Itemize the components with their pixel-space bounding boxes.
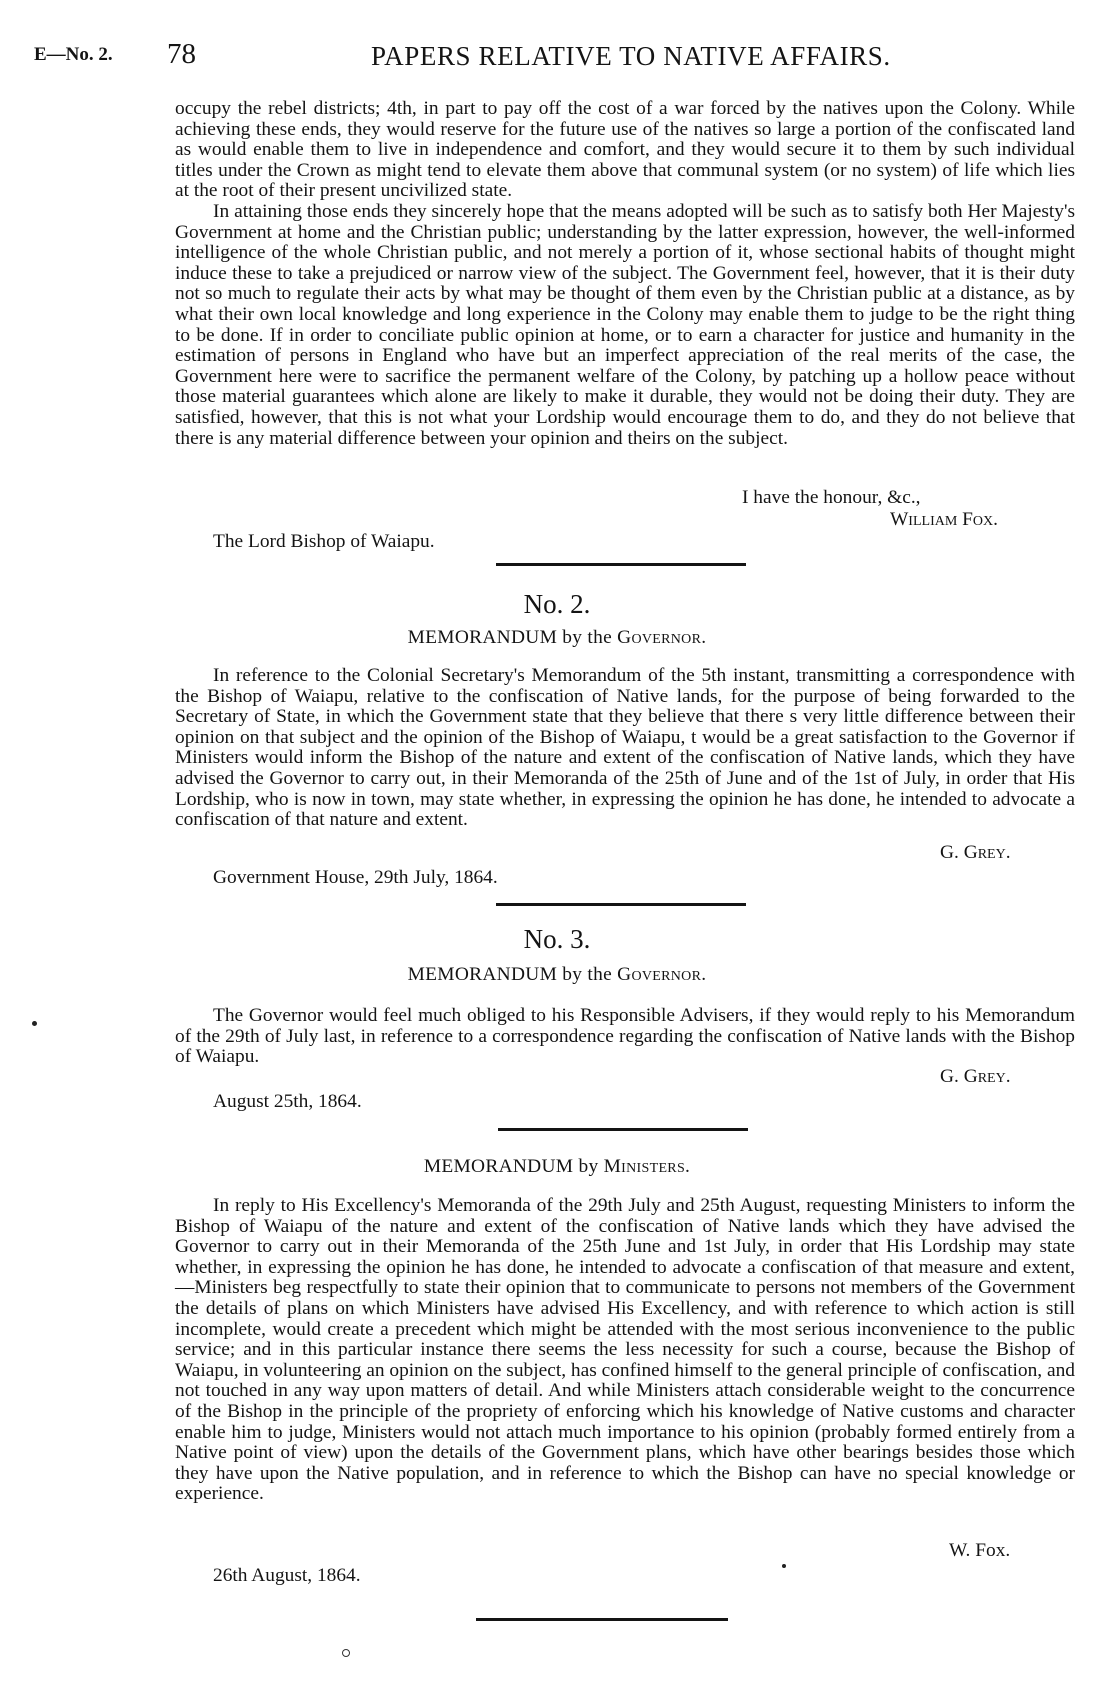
doc4-heading-main: MEMORANDUM by	[423, 1156, 599, 1177]
parliamentary-paper-ref: E—No. 2.	[34, 44, 113, 65]
doc3-heading	[0, 964, 1114, 986]
letter-fox-closing: I have the honour, &c.,	[742, 487, 921, 508]
doc2-heading-author: Governor.	[617, 627, 707, 648]
doc2-heading	[0, 627, 1114, 649]
letter-fox-paragraph-1: occupy the rebel districts; 4th, in part to pay off the cost of a war forced by the natives upon the Colony. While achieving these ends, they would reserve for the future use of the natives so large a portion of the confiscated land as would enable them to live in independence and comfort, and they would secure it to them by such individual titles under the Crown as might tend to elevate them above that communal system (or no system) of life which lies at the root of their present uncivilized state.	[175, 98, 1075, 202]
section-divider	[498, 1128, 748, 1131]
doc2-paragraph: In reference to the Colonial Secretary's Memorandum of the 5th instant, transmitting a correspondence with the Bishop of Waiapu, relative to the confiscation of Native lands, for the purpose of being forwarded to the Secretary of State, in which the Government state that they believe that there s very little difference between their opinion on that subject and the opinion of the Bishop of Waiapu, t would be a great satisfaction to the Governor if Ministers would inform the Bishop of the nature and extent of the confiscation of Native lands, which they have advised the Governor to carry out, in their Memoranda of the 25th of June and of the 1st of July, in order that His Lordship, who is now in town, may state whether, in expressing the opinion he has done, he intended to advocate a confiscation of that nature and extent.	[175, 665, 1075, 831]
section-divider	[496, 903, 746, 906]
print-speck	[782, 1564, 786, 1568]
page-number: 78	[167, 38, 196, 70]
print-speck	[32, 1021, 37, 1026]
doc3-heading-main: MEMORANDUM by the	[407, 964, 612, 985]
doc4-body	[175, 1196, 1075, 1505]
letter-fox-addressee: The Lord Bishop of Waiapu.	[213, 531, 435, 552]
doc4-signature: W. Fox.	[949, 1540, 1011, 1561]
doc2-heading-main: MEMORANDUM by the	[407, 627, 612, 648]
letter-fox-paragraph-2: In attaining those ends they sincerely hope that the means adopted will be such as to satisfy both Her Majesty's Government at home and the Christian public; understanding by the latter expression, however, the well-informed intelligence of the whole Christian public, and not merely a portion of it, whose sectional habits of thought might induce these to take a prejudiced or narrow view of the subject. The Government feel, however, that it is their duty not so much to regulate their acts by what may be thought of them even by the Christian public at a distance, as by what their own local knowledge and long experience in the Colony may enable them to judge to be the right thing to be done. If in order to conciliate public opinion at home, or to earn a character for justice and humanity in the estimation of persons in England who have but an imperfect appreciation of the real merits of the case, the Government here were to sacrifice the permanent welfare of the Colony, by patching up a hollow peace without those material guarantees which alone are likely to make it durable, they would not be doing their duty. They are satisfied, however, that this is not what your Lordship would encourage them to do, and they do not believe that there is any material difference between your opinion and theirs on the subject.	[175, 200, 1075, 449]
doc3-date: August 25th, 1864.	[213, 1091, 362, 1112]
doc4-heading	[0, 1156, 1114, 1178]
print-speck	[342, 1649, 350, 1657]
letter-fox-signature: William Fox.	[890, 509, 998, 530]
doc3-heading-author: Governor.	[617, 964, 707, 985]
doc3-signature: G. Grey.	[940, 1066, 1011, 1087]
doc2-body	[175, 666, 1075, 831]
doc4-date: 26th August, 1864.	[213, 1565, 361, 1586]
section-divider	[496, 563, 746, 566]
doc4-paragraph: In reply to His Excellency's Memoranda of the 29th July and 25th August, requesting Ministers to inform the Bishop of Waiapu of the nature and extent of the confiscation of Native lands which they have advised the Governor to carry out in their Memoranda of the 25th June and 1st July, in order that His Lordship may state whether, in expressing the opinion he has done, he intended to advocate a confiscation of that measure and extent,—Ministers beg respectfully to state their opinion that to communicate to persons not members of the Government the details of plans on which Ministers have advised His Excellency, and with reference to which action is still incomplete, would create a precedent which might be attended with the most serious inconvenience to the public service; and in this particular instance there seems the less necessity for such a course, because the Bishop of Waiapu, in volunteering an opinion on the subject, has confined himself to the general principle of confiscation, and not touched in any way upon matters of detail. And while Ministers attach considerable weight to the concurrence of the Bishop in the principle of the propriety of enforcing which his knowledge of Native customs and character enable him to judge, Ministers would not attach much importance to his opinion (probably formed entirely from a Native point of view) upon the details of the Government plans, which have other bearings besides those which they have upon the Native population, and in reference to which the Bishop can have no special knowledge or experience.	[175, 1195, 1075, 1505]
doc3-number: No. 3.	[523, 924, 591, 954]
section-divider	[476, 1618, 728, 1621]
doc4-heading-author: Ministers.	[603, 1156, 691, 1177]
letter-fox-body	[175, 99, 1075, 449]
doc2-number: No. 2.	[523, 589, 591, 619]
doc2-date: Government House, 29th July, 1864.	[213, 867, 498, 888]
doc2-signature: G. Grey.	[940, 842, 1011, 863]
page-header	[34, 38, 1080, 72]
doc3-body	[175, 1006, 1075, 1068]
running-title: PAPERS RELATIVE TO NATIVE AFFAIRS.	[371, 41, 891, 71]
doc3-paragraph: The Governor would feel much obliged to his Responsible Advisers, if they would reply to his Memorandum of the 29th of July last, in reference to a correspondence regarding the confiscation of Native lands with the Bishop of Waiapu.	[175, 1005, 1075, 1068]
